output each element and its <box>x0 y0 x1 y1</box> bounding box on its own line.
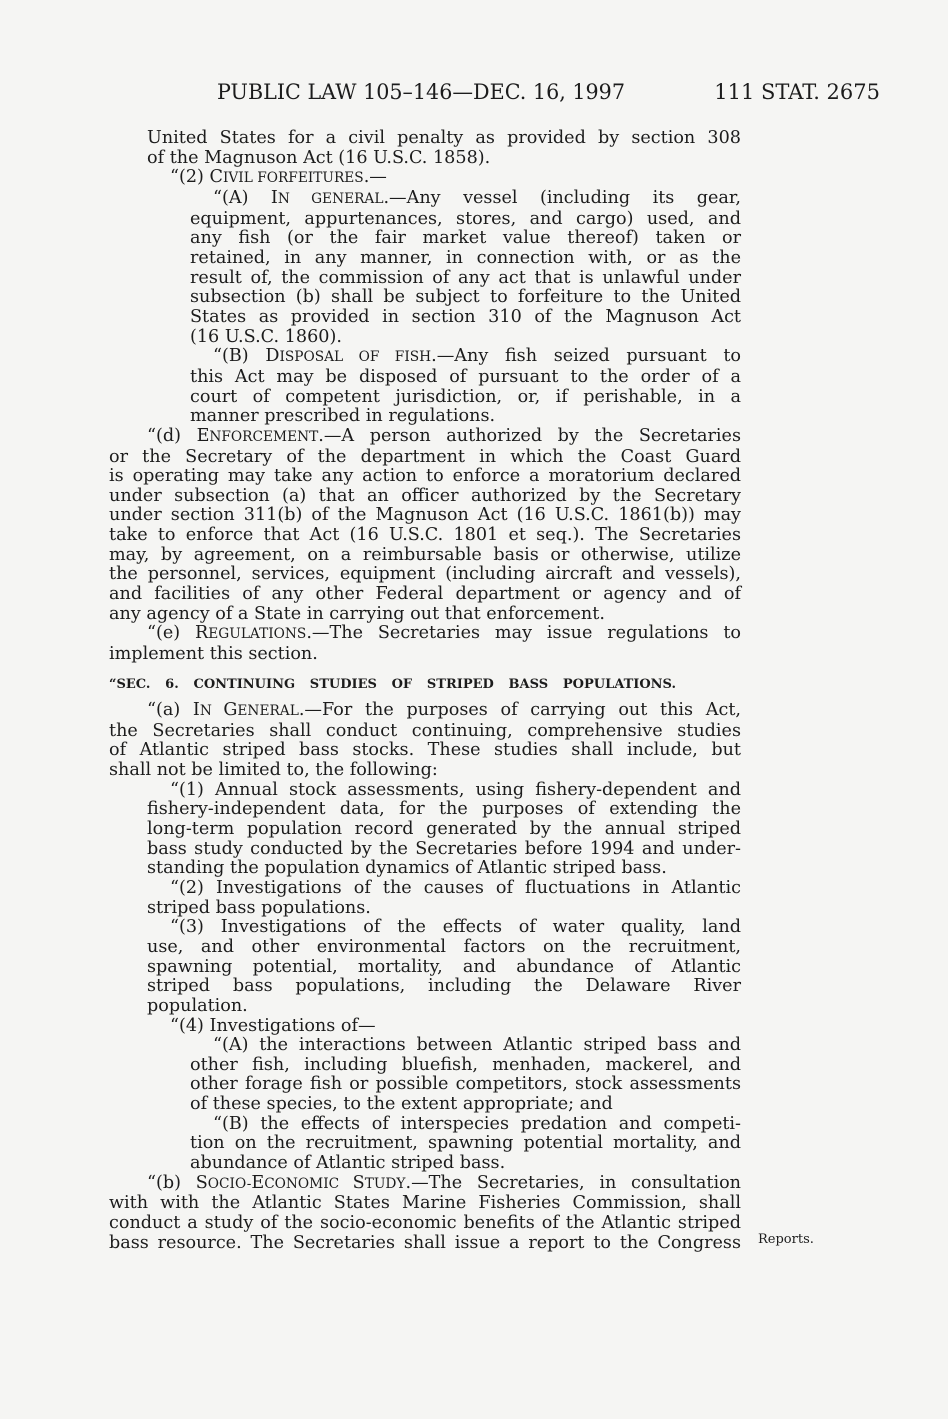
text-line: fishery-independent data, for the purposes of extending the <box>147 799 741 820</box>
text-line: may, by agreement, on a reimbursable basis or otherwise, utilize <box>109 544 741 565</box>
small-caps-run: S <box>352 1172 365 1193</box>
text-line: court of competent jurisdiction, or, if perishable, in a <box>190 386 741 407</box>
text-line: implement this section. <box>109 644 318 665</box>
text-line: any fish (or the fair market value thereof) taken or <box>190 228 741 249</box>
section-5-continuation <box>0 129 741 665</box>
small-caps-run: D <box>265 346 280 367</box>
paragraph-label: “(d) <box>147 425 197 446</box>
small-caps-run: I <box>192 700 200 720</box>
paragraph-heading <box>210 167 364 187</box>
text-line: “(A) the interactions between Atlantic striped bass and <box>213 1035 741 1056</box>
paragraph-label: “(b) <box>147 1172 196 1193</box>
text-line: this Act may be disposed of pursuant to the order of a <box>190 366 741 387</box>
small-caps-run: N GENERAL <box>277 190 384 207</box>
text-line: any agency of a State in carrying out that enforcement. <box>109 603 605 624</box>
text-line: equipment, appurtenances, stores, and cargo) used, and <box>190 208 741 229</box>
text-line: shall not be limited to, the following: <box>109 759 438 780</box>
section-6-body <box>0 701 741 1253</box>
text-line: “(2) Investigations of the causes of fluctuations in Atlantic <box>170 877 741 898</box>
text-line: States as provided in section 310 of the Magnuson Act <box>190 306 741 327</box>
small-caps-run: N <box>199 703 224 719</box>
small-caps-run: ENERAL <box>237 703 299 719</box>
text-line: population. <box>147 995 248 1016</box>
text-line: long-term population record generated by the annual striped <box>147 818 741 839</box>
paragraph-text: .— <box>363 167 387 188</box>
small-caps-run: S <box>195 1172 208 1193</box>
text-line: striped bass populations. <box>147 897 371 918</box>
paragraph-heading <box>197 426 319 446</box>
text-line: bass study conducted by the Secretaries before 1994 and under- <box>147 838 741 859</box>
small-caps-run: IVIL FORFEITURES <box>222 170 364 187</box>
text-line: standing the population dynamics of Atlantic striped bass. <box>147 858 667 879</box>
small-caps-run: NFORCEMENT <box>209 428 319 445</box>
small-caps-run: E <box>196 425 210 446</box>
paragraph-heading-line <box>147 427 741 448</box>
paragraph-label: “(B) <box>213 346 266 367</box>
paragraph-label: “(a) <box>147 700 193 720</box>
text-line: abundance of Atlantic striped bass. <box>190 1153 506 1174</box>
text-line: (16 U.S.C. 1860). <box>190 326 342 347</box>
small-caps-run: EGULATIONS <box>208 626 307 643</box>
text-line: the personnel, services, equipment (including aircraft and vessels), <box>109 564 741 585</box>
text-line: use, and other environmental factors on the recruitment, <box>147 936 741 957</box>
text-line: take to enforce that Act (16 U.S.C. 1801 et seq.). The Secretaries <box>109 525 741 546</box>
text-line: striped bass populations, including the Delaware River <box>147 976 741 997</box>
text-line: under section 311(b) of the Magnuson Act (16 U.S.C. 1861(b)) may <box>109 505 741 526</box>
text-line: of Atlantic striped bass stocks. These studies shall include, but <box>109 740 741 761</box>
text-line: and facilities of any other Federal department or agency and of <box>109 584 741 605</box>
small-caps-run: ISPOSAL OF FISH <box>279 349 432 366</box>
paragraph-label: “(e) <box>147 623 196 644</box>
text-line: is operating may take any action to enforce a moratorium declared <box>109 466 741 487</box>
small-caps-run: C <box>209 167 223 188</box>
small-caps-run: R <box>195 623 209 644</box>
paragraph-text: .—For the purposes of carrying out this Act, <box>298 700 741 720</box>
paragraph-text: .—The Secretaries, in consultation <box>405 1172 741 1193</box>
section-heading: “SEC. 6. CONTINUING STUDIES OF STRIPED BASS POPULATIONS. <box>109 677 676 692</box>
paragraph-text: .—Any fish seized pursuant to <box>431 346 741 367</box>
paragraph-heading-line <box>147 1174 741 1195</box>
text-line: result of, the commission of any act that is unlawful under <box>190 267 741 288</box>
small-caps-run: OCIO- <box>207 1175 252 1192</box>
paragraph-heading <box>265 346 431 366</box>
paragraph-text: .—The Secretaries may issue regulations to <box>306 623 741 644</box>
paragraph-heading-line <box>147 624 741 645</box>
text-line: subsection (b) shall be subject to forfeiture to the United <box>190 287 741 308</box>
text-line: “(3) Investigations of the effects of water quality, land <box>170 917 741 938</box>
text-line: other fish, including bluefish, menhaden, mackerel, and <box>190 1054 741 1075</box>
text-line: under subsection (a) that an officer authorized by the Secretary <box>109 485 741 506</box>
paragraph-text: .—A person authorized by the Secretaries <box>318 425 741 446</box>
paragraph-heading <box>271 188 384 208</box>
paragraph-label: “(2) <box>170 167 210 188</box>
small-caps-run: G <box>223 700 238 720</box>
text-line: other forage fish or possible competitors, stock assessments <box>190 1074 741 1095</box>
running-head-title: PUBLIC LAW 105–146—DEC. 16, 1997 <box>217 80 625 104</box>
text-line: “(4) Investigations of— <box>170 1015 376 1036</box>
text-line: spawning potential, mortality, and abundance of Atlantic <box>147 956 741 977</box>
paragraph-heading-line <box>170 168 387 189</box>
text-line: “(1) Annual stock assessments, using fishery-dependent and <box>170 779 741 800</box>
text-line: retained, in any manner, in connection with, or as the <box>190 247 741 268</box>
margin-note: Reports. <box>758 1232 814 1247</box>
text-line: tion on the recruitment, spawning potential mortality, and <box>190 1133 741 1154</box>
small-caps-run: I <box>270 187 278 208</box>
text-line: of the Magnuson Act (16 U.S.C. 1858). <box>147 147 491 168</box>
paragraph-heading <box>195 623 306 643</box>
paragraph-heading <box>193 700 299 720</box>
paragraph-heading <box>196 1173 406 1193</box>
text-line: “(B) the effects of interspecies predation and competi- <box>213 1113 741 1134</box>
paragraph-heading-line <box>213 347 741 368</box>
text-line: United States for a civil penalty as provided by section 308 <box>147 128 741 148</box>
small-caps-run: CONOMIC <box>264 1175 353 1192</box>
text-line: of these species, to the extent appropriate; and <box>190 1094 613 1115</box>
small-caps-run: TUDY <box>364 1175 406 1192</box>
paragraph-text: .—Any vessel (including its gear, <box>383 187 741 208</box>
text-line: or the Secretary of the department in which the Coast Guard <box>109 446 741 467</box>
text-line: with with the Atlantic States Marine Fisheries Commission, shall <box>109 1193 741 1214</box>
text-line: bass resource. The Secretaries shall issue a report to the Congress <box>109 1232 741 1253</box>
paragraph-heading-line <box>213 189 741 210</box>
text-line: the Secretaries shall conduct continuing, comprehensive studies <box>109 720 741 741</box>
stat-page-number: 111 STAT. 2675 <box>714 80 880 104</box>
text-line: manner prescribed in regulations. <box>190 406 496 427</box>
text-line: conduct a study of the socio-economic benefits of the Atlantic striped <box>109 1213 741 1234</box>
paragraph-heading-line <box>147 701 741 722</box>
paragraph-label: “(A) <box>213 187 271 208</box>
small-caps-run: E <box>251 1172 265 1193</box>
